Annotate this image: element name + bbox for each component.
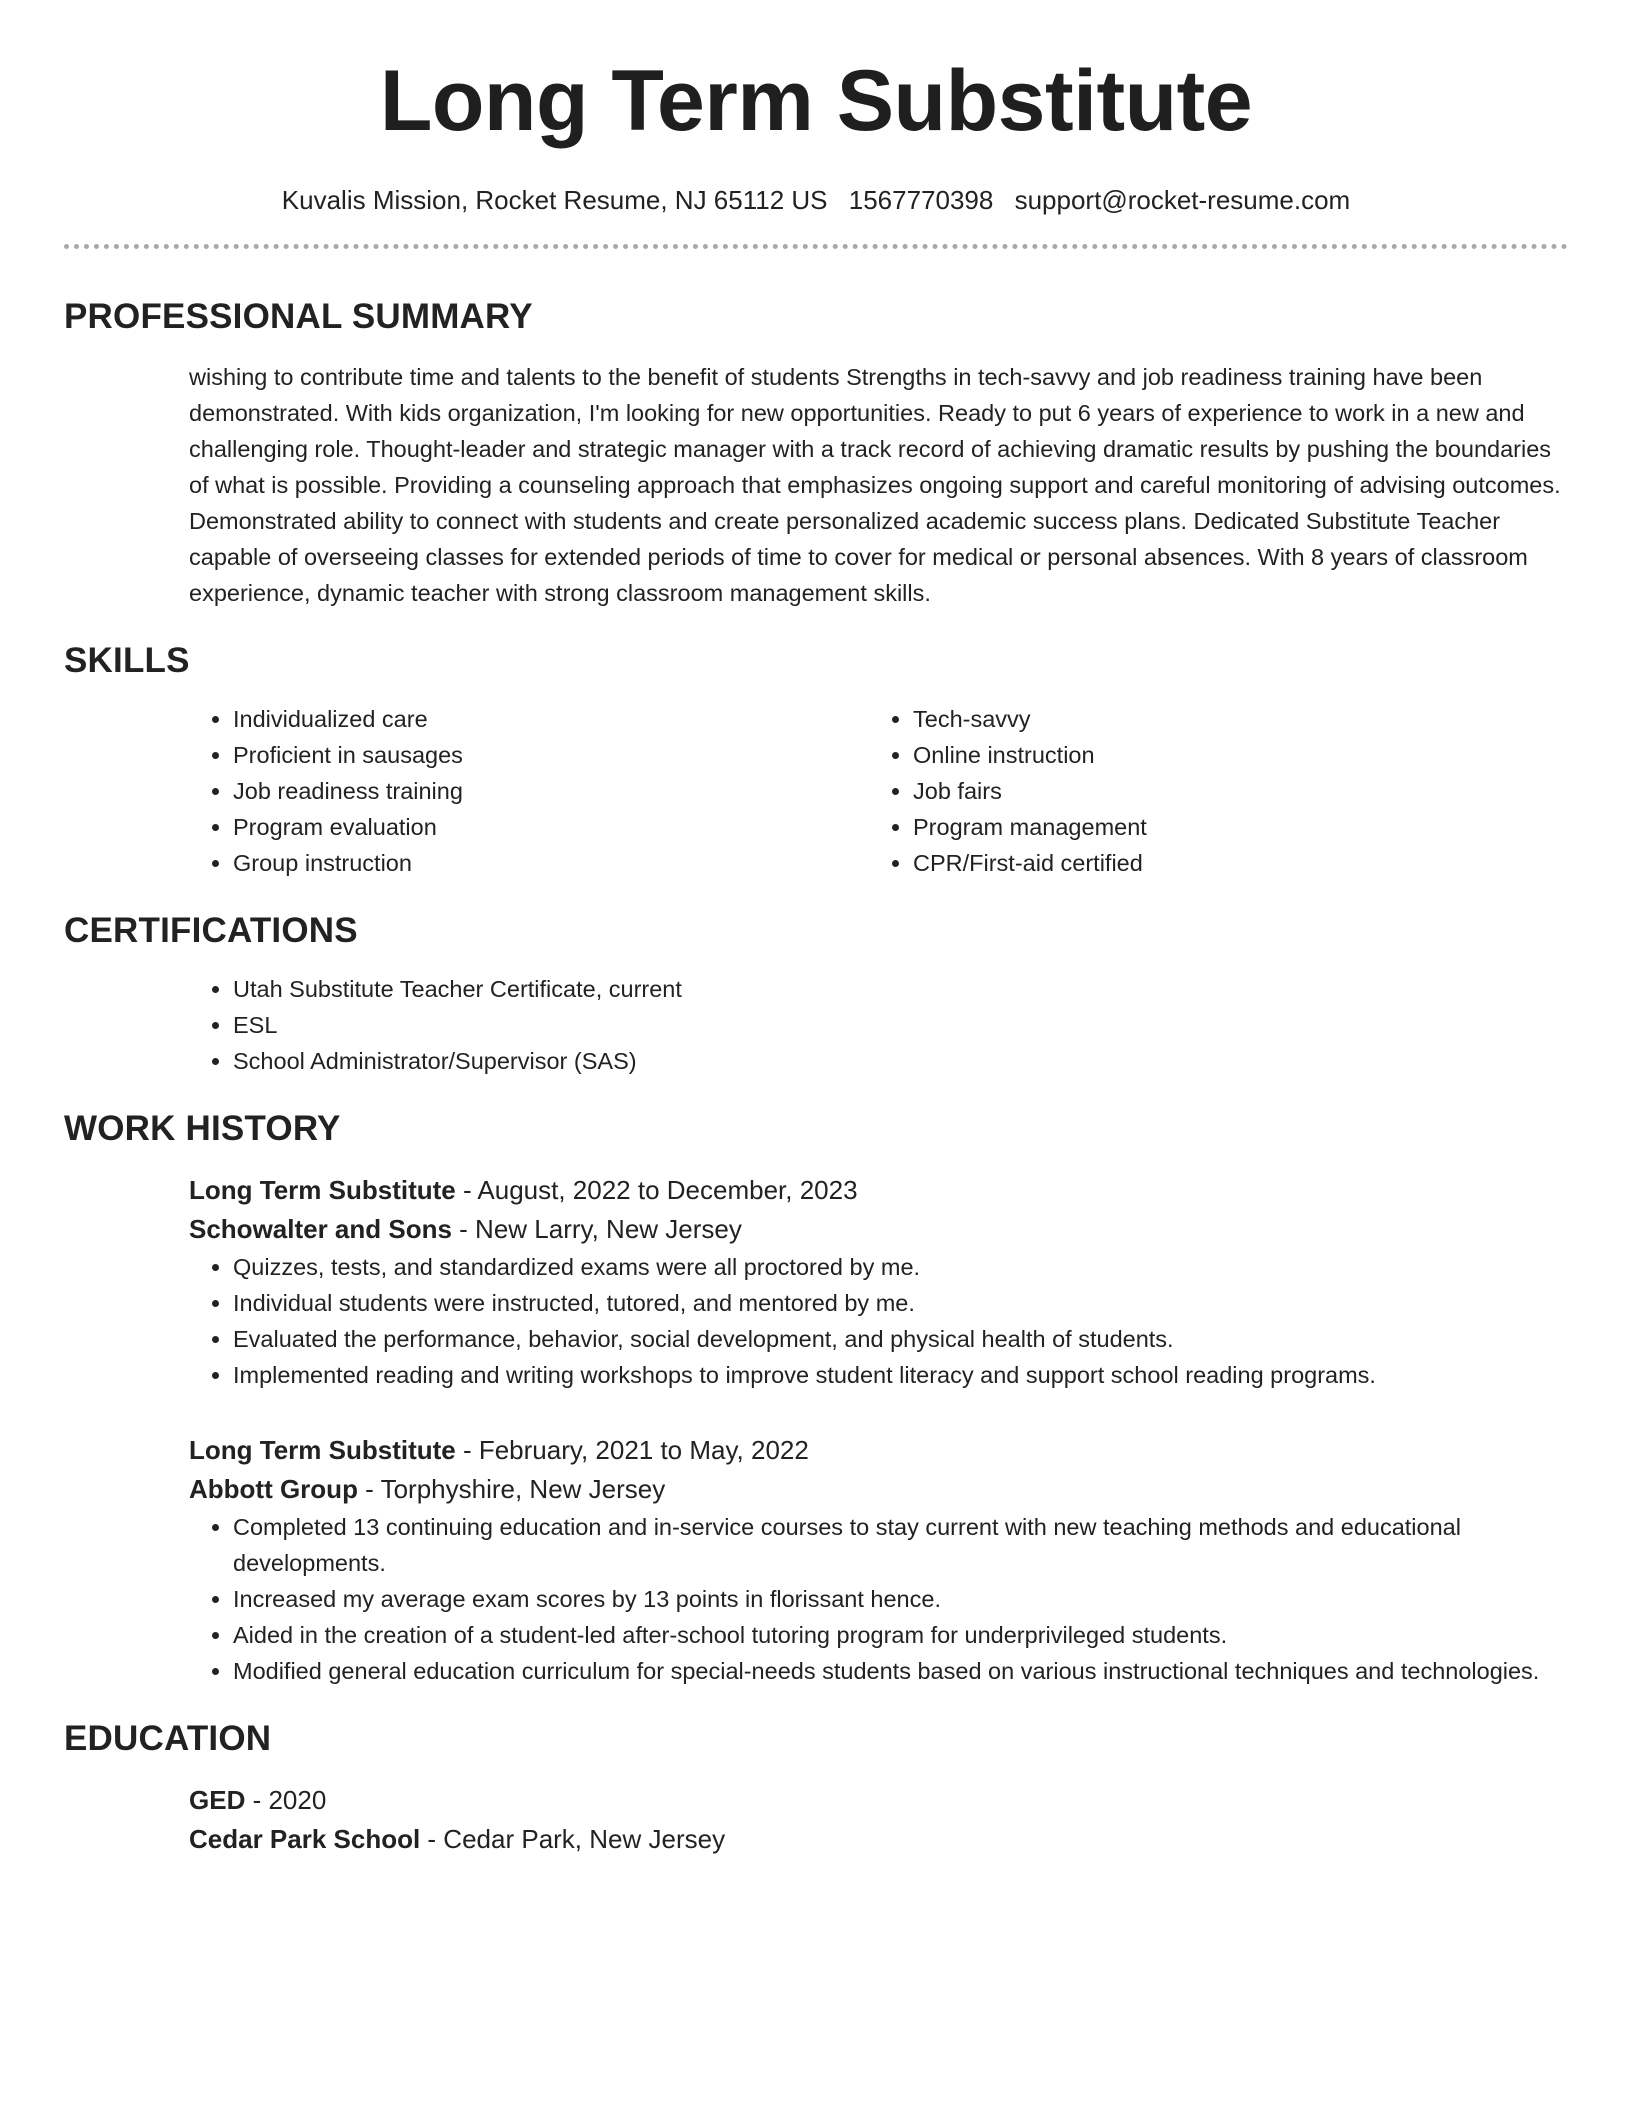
resume-name: Long Term Substitute: [379, 53, 1253, 149]
skills-heading: SKILLS: [64, 640, 190, 680]
job-bullet: • Evaluated the performance, behavior, social development, and physical health of students.: [233, 1321, 1568, 1357]
contact-line: [64, 185, 1568, 216]
header-divider: [64, 244, 1568, 249]
summary-text: wishing to contribute time and talents to the benefit of students Strengths in tech-savvy and job readiness training have been demonstrated. With kids organization, I'm looking for new opportunities. Ready to put 6 years of experience to work in a new and challenging role. Thought-leader and strategic manager with a track record of achieving dramatic results by pushing the boundaries of what is possible. Providing a counseling approach that emphasizes ongoing support and careful monitoring of advising outcomes. Demonstrated ability to connect with students and create personalized academic success plans. Dedicated Substitute Teacher capable of overseeing classes for extended periods of time to cover for medical or personal absences. With 8 years of classroom experience, dynamic teacher with strong classroom management skills.: [189, 363, 1561, 606]
certifications-heading: CERTIFICATIONS: [64, 910, 358, 950]
education-degree: GED: [189, 1784, 246, 1815]
job-entry: [189, 1431, 1568, 1689]
contact-phone: 1567770398: [848, 184, 994, 215]
job-location: - New Larry, New Jersey: [451, 1213, 742, 1244]
skill-item: • Tech-savvy: [913, 701, 1549, 737]
job-role: Long Term Substitute: [189, 1434, 456, 1465]
certification-item: • School Administrator/Supervisor (SAS): [233, 1043, 1568, 1079]
certifications-list: [189, 971, 1568, 1079]
skill-item: • Job fairs: [913, 773, 1549, 809]
skill-item: • CPR/First-aid certified: [913, 845, 1549, 881]
contact-address: Kuvalis Mission, Rocket Resume, NJ 65112 US: [281, 184, 828, 215]
job-company: Schowalter and Sons: [189, 1213, 452, 1244]
skill-item: • Online instruction: [913, 737, 1549, 773]
skill-item: • Job readiness training: [233, 773, 869, 809]
education-school: Cedar Park School: [189, 1823, 421, 1854]
job-title-line: [189, 1171, 1568, 1210]
education-degree-line: [189, 1781, 1568, 1820]
job-bullet: • Aided in the creation of a student-led after-school tutoring program for underprivileged students.: [233, 1617, 1568, 1653]
job-bullet: • Completed 13 continuing education and in-service courses to stay current with new teaching methods and educational developments.: [233, 1509, 1568, 1581]
job-bullets: [189, 1249, 1568, 1393]
certification-item: • ESL: [233, 1007, 1568, 1043]
job-title-line: [189, 1431, 1568, 1470]
summary-heading: PROFESSIONAL SUMMARY: [64, 296, 533, 336]
job-entry: [189, 1171, 1568, 1393]
job-company-line: [189, 1210, 1568, 1249]
education-entry: [189, 1781, 1568, 1859]
job-bullet: • Implemented reading and writing workshops to improve student literacy and support school reading programs.: [233, 1357, 1568, 1393]
skill-item: • Program management: [913, 809, 1549, 845]
work-history-heading: WORK HISTORY: [64, 1108, 341, 1148]
job-dates: - August, 2022 to December, 2023: [455, 1174, 858, 1205]
education-school-line: [189, 1820, 1568, 1859]
skills-column-left: [189, 701, 869, 881]
job-location: - Torphyshire, New Jersey: [357, 1473, 666, 1504]
job-bullet: • Individual students were instructed, tutored, and mentored by me.: [233, 1285, 1568, 1321]
job-bullet: • Increased my average exam scores by 13 points in florissant hence.: [233, 1581, 1568, 1617]
education-heading: EDUCATION: [64, 1718, 272, 1758]
skill-item: • Program evaluation: [233, 809, 869, 845]
skills-column-right: [869, 701, 1549, 881]
job-dates: - February, 2021 to May, 2022: [455, 1434, 809, 1465]
job-company-line: [189, 1470, 1568, 1509]
contact-email: support@rocket-resume.com: [1014, 184, 1351, 215]
skill-item: • Group instruction: [233, 845, 869, 881]
job-company: Abbott Group: [189, 1473, 358, 1504]
job-bullet: • Quizzes, tests, and standardized exams were all proctored by me.: [233, 1249, 1568, 1285]
skill-item: • Proficient in sausages: [233, 737, 869, 773]
job-bullet: • Modified general education curriculum for special-needs students based on various instructional techniques and technologies.: [233, 1653, 1568, 1689]
skill-item: • Individualized care: [233, 701, 869, 737]
job-role: Long Term Substitute: [189, 1174, 456, 1205]
certification-item: • Utah Substitute Teacher Certificate, current: [233, 971, 1568, 1007]
job-bullets: [189, 1509, 1568, 1689]
skills-grid: [189, 701, 1568, 881]
education-year: - 2020: [245, 1784, 327, 1815]
education-location: - Cedar Park, New Jersey: [420, 1823, 726, 1854]
